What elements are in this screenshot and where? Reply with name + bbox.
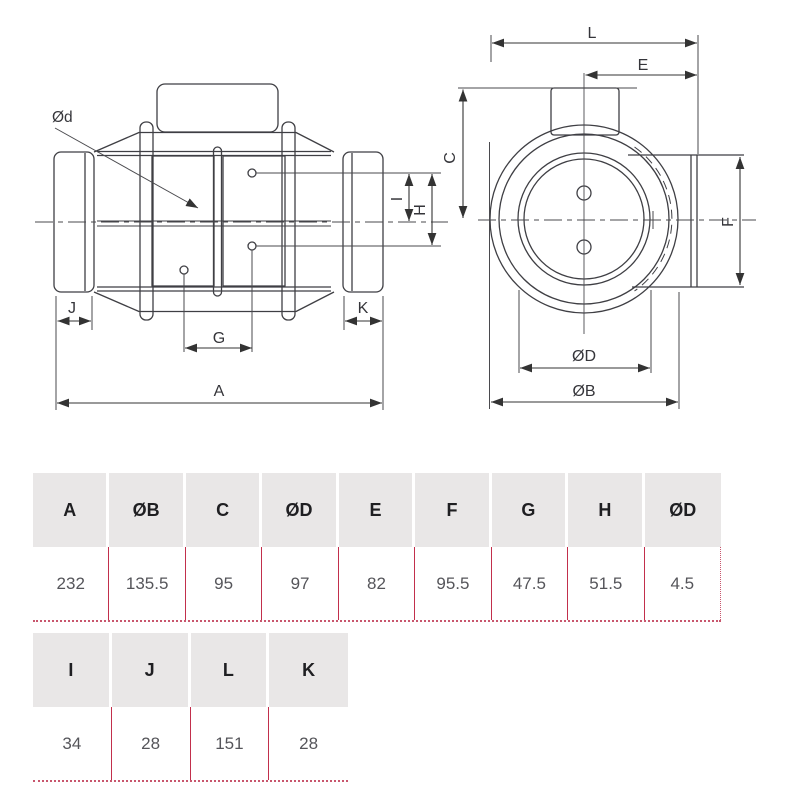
value-cell-L: 151 (191, 707, 270, 780)
value-cell-K: 28 (269, 707, 348, 780)
dimensions-table-2 (33, 633, 348, 782)
label-E: E (637, 57, 649, 74)
dimension-labels (52, 25, 737, 400)
side-view (54, 84, 383, 320)
diam-small-leader (55, 128, 198, 208)
header-cell-E: E (339, 473, 415, 547)
label-A: A (213, 383, 225, 400)
label-diam-D: ØD (572, 348, 596, 365)
header-cell-L: L (191, 633, 270, 707)
header-cell-ØB: ØB (109, 473, 185, 547)
label-L: L (587, 25, 597, 42)
label-K: K (357, 300, 369, 317)
header-cell-F: F (415, 473, 491, 547)
value-cell-J: 28 (112, 707, 191, 780)
side-hole-lower-right (248, 242, 256, 250)
value-cell-G: 47.5 (492, 547, 568, 620)
header-cell-ØD: ØD (645, 473, 721, 547)
value-cell-E: 82 (339, 547, 415, 620)
label-I: I (389, 196, 406, 202)
value-cell-I: 34 (33, 707, 112, 780)
header-cell-H: H (568, 473, 644, 547)
reference-lines (35, 35, 756, 410)
dimension-lines (57, 43, 740, 403)
side-hole-upper (248, 169, 256, 177)
dimensions-table-1 (33, 473, 721, 622)
front-view (490, 88, 744, 313)
value-cell-H: 51.5 (568, 547, 644, 620)
value-cell-ØD: 4.5 (645, 547, 721, 620)
label-diam-small: Ød (52, 109, 73, 126)
value-cell-A: 232 (33, 547, 109, 620)
side-motor-box (157, 84, 278, 132)
header-cell-I: I (33, 633, 112, 707)
header-cell-C: C (186, 473, 262, 547)
label-diam-B: ØB (572, 383, 596, 400)
label-F: F (720, 217, 737, 227)
table-value-row (33, 547, 721, 622)
value-cell-F: 95.5 (415, 547, 491, 620)
table-value-row (33, 707, 348, 782)
header-cell-ØD: ØD (262, 473, 338, 547)
label-H: H (412, 204, 429, 216)
side-hole-lower-left (180, 266, 188, 274)
header-cell-J: J (112, 633, 191, 707)
header-cell-K: K (269, 633, 348, 707)
value-cell-C: 95 (186, 547, 262, 620)
header-cell-G: G (492, 473, 568, 547)
label-C: C (442, 152, 459, 164)
header-cell-A: A (33, 473, 109, 547)
label-G: G (212, 330, 226, 347)
table-header-row (33, 633, 348, 707)
table-header-row (33, 473, 721, 547)
label-J: J (68, 300, 76, 317)
value-cell-ØD: 97 (262, 547, 338, 620)
value-cell-ØB: 135.5 (109, 547, 185, 620)
